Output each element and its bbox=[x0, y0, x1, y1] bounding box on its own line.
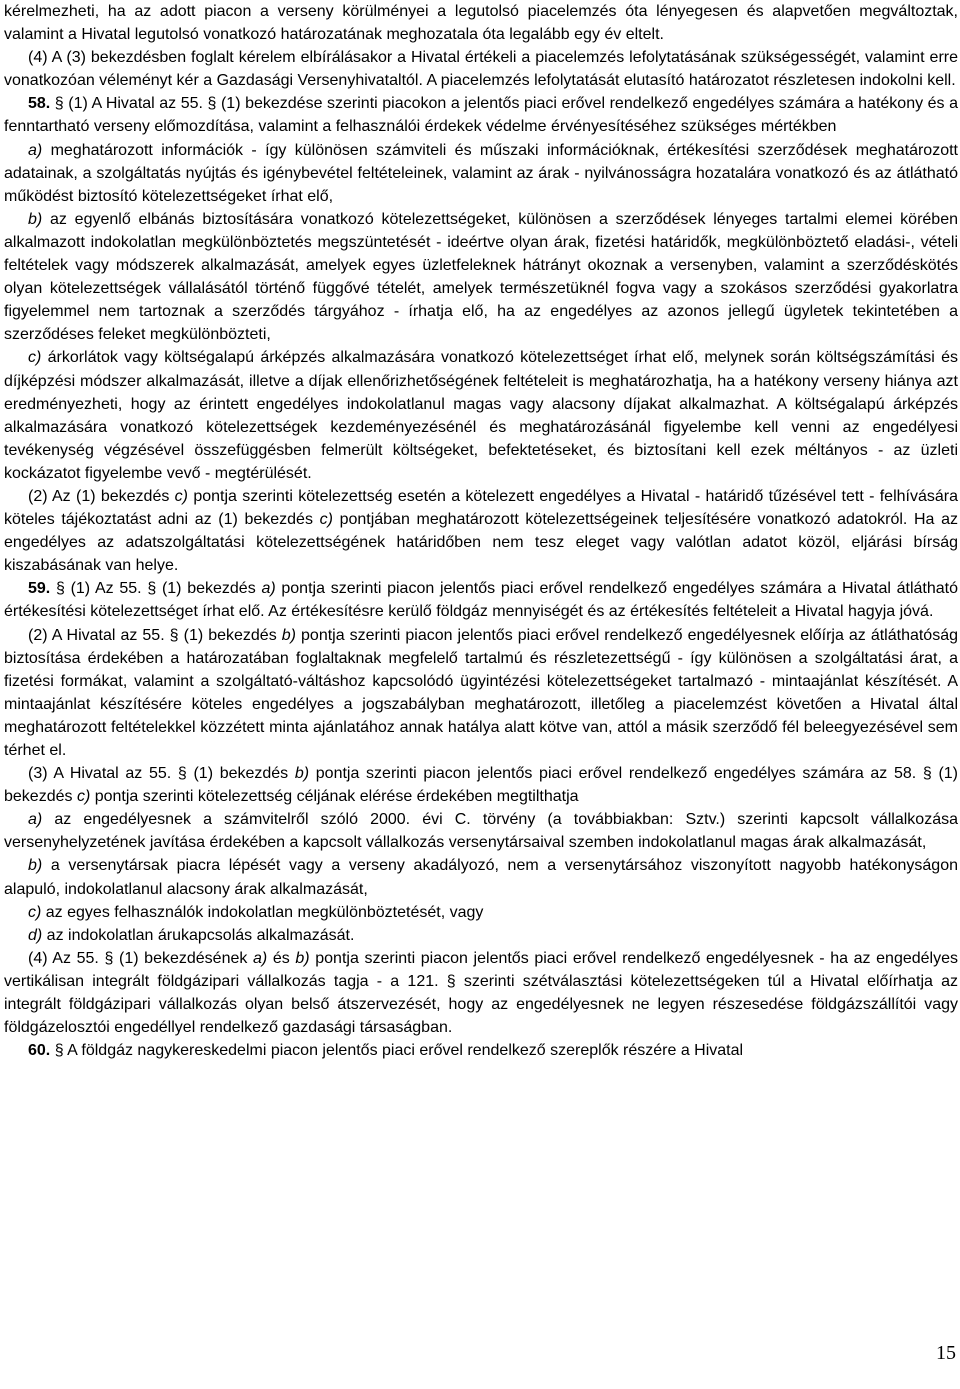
point-label: a) bbox=[261, 580, 276, 598]
paragraph-text: pontjában meghatározott kötelezettségeinek teljesítésére vonatkozó adatokról. Ha az engedélyes az adatszolgáltatási kötelezettségének határidőben nem tesz eleget vagy valótlan adatot közöl, eljárási bírság kiszabásának van helye. bbox=[4, 511, 959, 575]
point-label: b) bbox=[28, 210, 43, 228]
section-number: 59. bbox=[28, 580, 51, 598]
paragraph-text: pontja szerinti kötelezettség céljának elérése érdekében megtilthatja bbox=[90, 788, 579, 806]
paragraph bbox=[4, 208, 958, 347]
paragraph bbox=[4, 808, 958, 854]
paragraph-text: § (1) Az 55. § (1) bekezdés bbox=[50, 580, 262, 598]
point-label: a) bbox=[253, 949, 268, 967]
paragraph bbox=[4, 485, 958, 577]
paragraph bbox=[4, 924, 958, 947]
paragraph-text: az egyenlő elbánás biztosítására vonatkozó kötelezettségeket, különösen a szerződések lényeges tartalmi elemei körében alkalmazott indokolatlan megkülönböztetés megszüntetését - ideértve olyan árak, fizetési határidők, megkülönböztető eladási-, vételi feltételek vagy módszerek alkalmazását, amelyek egyes üzletfeleknek hátrányt okoznak a versenyben, valamint a szerződéskötés olyan kötelezettségek vállalásától történő függővé tételét, amelyek természetüknél fogva vagy a szokásos szerződési gyakorlatra figyelemmel nem tartoznak a szerződés tárgyához - írhatja elő, ha az engedélyes az azonos jellegű ügyletek tekintetében a szerződéses feleket megkülönbözteti, bbox=[4, 210, 958, 344]
point-label: c) bbox=[76, 788, 91, 806]
paragraph-text: pontja szerinti piacon jelentős piaci erővel rendelkező engedélyes számára az 58. § (1) bekezdés bbox=[4, 765, 959, 806]
point-label: c) bbox=[174, 487, 188, 505]
paragraph bbox=[4, 577, 958, 623]
point-label: c) bbox=[28, 349, 42, 367]
paragraph bbox=[4, 92, 958, 138]
paragraph-text: pontja szerinti kötelezettség esetén a kötelezett engedélyes a Hivatal - határidő tűzésével tett - felhívására köteles tájékoztatást adni az (1) bekezdés bbox=[4, 487, 958, 529]
paragraph bbox=[4, 762, 958, 808]
paragraph bbox=[4, 624, 958, 763]
point-label: b) bbox=[281, 626, 296, 644]
page-number: 15 bbox=[936, 1342, 956, 1364]
paragraph-text: kérelmezheti, ha az adott piacon a verseny körülményei a legutolsó piacelemzés óta lényegesen és alapvetően megváltoztak, valamint a Hivatal legutolsó vonatkozó határozatának meghozatala óta legalább egy év eltelt. bbox=[4, 3, 958, 44]
paragraph-text: és bbox=[267, 949, 296, 967]
paragraph bbox=[4, 0, 958, 46]
section-number: 58. bbox=[28, 95, 51, 113]
point-label: b) bbox=[294, 765, 310, 783]
paragraph-text: pontja szerinti piacon jelentős piaci erővel rendelkező engedélyesnek - ha az engedélyes vertikálisan integrált földgázipari vállalkozás tagja - a 121. § szerinti szétválasztási kötelezettségeken túl a Hivatal előírhatja az integrált földgázipari vállalkozás olyan belső átszervezését, hogy az engedélyesnek ne legyen részesedése földgázszállítói vagy földgázelosztói engedéllyel rendelkező gazdasági társaságban. bbox=[4, 949, 958, 1037]
document-body bbox=[4, 0, 958, 1062]
point-label: a) bbox=[28, 811, 43, 829]
paragraph-text: (2) A Hivatal az 55. § (1) bekezdés bbox=[28, 626, 282, 644]
point-label: c) bbox=[319, 511, 333, 529]
paragraph bbox=[4, 1039, 958, 1062]
paragraph-text: (4) A (3) bekezdésben foglalt kérelem elbírálásakor a Hivatal értékeli a piacelemzés lefolytatásának szükségességét, valamint erre vonatkozóan véleményt kér a Gazdasági Versenyhivataltól. A piacelemzés lefolytatását elutasító határozatot részletesen indokolni kell. bbox=[4, 49, 958, 90]
paragraph bbox=[4, 46, 958, 92]
paragraph-text: meghatározott információk - így különösen számviteli és műszaki információknak, értékesítési szerződések meghatározott adatainak, a szolgáltatás nyújtás és igénybevétel feltételeinek, valamint az árak - nyilvánosságra hozatalára vonatkozó és az átlátható működést biztosító kötelezettségeket írhat elő, bbox=[4, 141, 958, 205]
paragraph-text: árkorlátok vagy költségalapú árképzés alkalmazására vonatkozó kötelezettséget írhat elő, melynek során költségszámítási és díjképzési módszer alkalmazását, illetve a díjak ellenőrizhetőségének feltételeit is meghatározhatja, ha a hatékony verseny hiánya azt eredményezheti, hogy az érintett engedélyes indokolatlanul magas vagy alacsony díjakat alkalmazhat. A költségalapú árképzés alkalmazására vonatkozó kötelezettségek kezdeményezésénél és meghatározásánál figyelembe kell venni az engedélyesi tevékenység végzésével összefüggésben felmerült költségeket, befektetéseket, és biztosítani kell ezek méltányos - az üzleti kockázatot figyelembe vevő - megtérülését. bbox=[4, 349, 958, 482]
paragraph-text: § (1) A Hivatal az 55. § (1) bekezdése szerinti piacokon a jelentős piaci erővel rendelkező engedélyes számára a hatékony és a fenntartható verseny előmozdítása, valamint a felhasználói érdekek védelme érvényesítéséhez szükséges mértékben bbox=[4, 95, 958, 136]
point-label: a) bbox=[28, 141, 43, 159]
paragraph-text: (4) Az 55. § (1) bekezdésének bbox=[28, 949, 253, 967]
paragraph bbox=[4, 854, 958, 900]
paragraph-text: pontja szerinti piacon jelentős piaci erővel rendelkező engedélyesnek előírja az átláthatóság biztosítása érdekében a határozatában foglaltaknak megfelelő tartalmú és részletezettségű - így különösen a szolgáltatási árat, a fizetési formákat, valamint a szolgáltató-váltáshoz kapcsolódó ügyintézési kötelezettségeket tartalmazó - mintaajánlat készítését. A mintaajánlat készítésére köteles engedélyes a jogszabályban meghatározott, illetőleg a piacelemzést követően a Hivatal által meghatározott feltételekkel közzétett minta ajánlatához annak hatálya alatt kötve van, attól a másik szerződő fél beleegyezésével sem térhet el. bbox=[4, 626, 959, 759]
paragraph-text: (2) Az (1) bekezdés bbox=[28, 487, 175, 505]
point-label: b) bbox=[295, 949, 310, 967]
point-label: b) bbox=[28, 857, 43, 875]
paragraph-text: a versenytársak piacra lépését vagy a verseny akadályozó, nem a versenytársához viszonyított nagyobb hatékonyságon alapuló, indokolatlanul alacsony árak alkalmazását, bbox=[4, 857, 958, 898]
paragraph-text: az egyes felhasználók indokolatlan megkülönböztetését, vagy bbox=[41, 903, 484, 921]
paragraph-text: pontja szerinti piacon jelentős piaci erővel rendelkező engedélyes számára a Hivatal átlátható értékesítési kötelezettséget írhat elő. Az értékesítésre kerülő földgáz mennyiségét és az értékesítés feltételeit a Hivatal hagyja jóvá. bbox=[4, 580, 958, 621]
paragraph-text: (3) A Hivatal az 55. § (1) bekezdés bbox=[28, 765, 295, 783]
paragraph bbox=[4, 139, 958, 208]
point-label: c) bbox=[28, 903, 42, 921]
paragraph-text: az indokolatlan árukapcsolás alkalmazását. bbox=[42, 926, 355, 944]
paragraph-text: az engedélyesnek a számvitelről szóló 2000. évi C. törvény (a továbbiakban: Sztv.) szerinti kapcsolt vállalkozása versenyhelyzetének javítása érdekében a kapcsolt vállalkozás versenytársaival szemben indokolatlanul magas árak alkalmazását, bbox=[4, 811, 958, 852]
paragraph-text: § A földgáz nagykereskedelmi piacon jelentős piaci erővel rendelkező szereplők részére a Hivatal bbox=[50, 1042, 744, 1060]
point-label: d) bbox=[28, 926, 43, 944]
paragraph bbox=[4, 947, 958, 1039]
section-number: 60. bbox=[28, 1042, 51, 1060]
paragraph bbox=[4, 901, 958, 924]
paragraph bbox=[4, 346, 958, 485]
